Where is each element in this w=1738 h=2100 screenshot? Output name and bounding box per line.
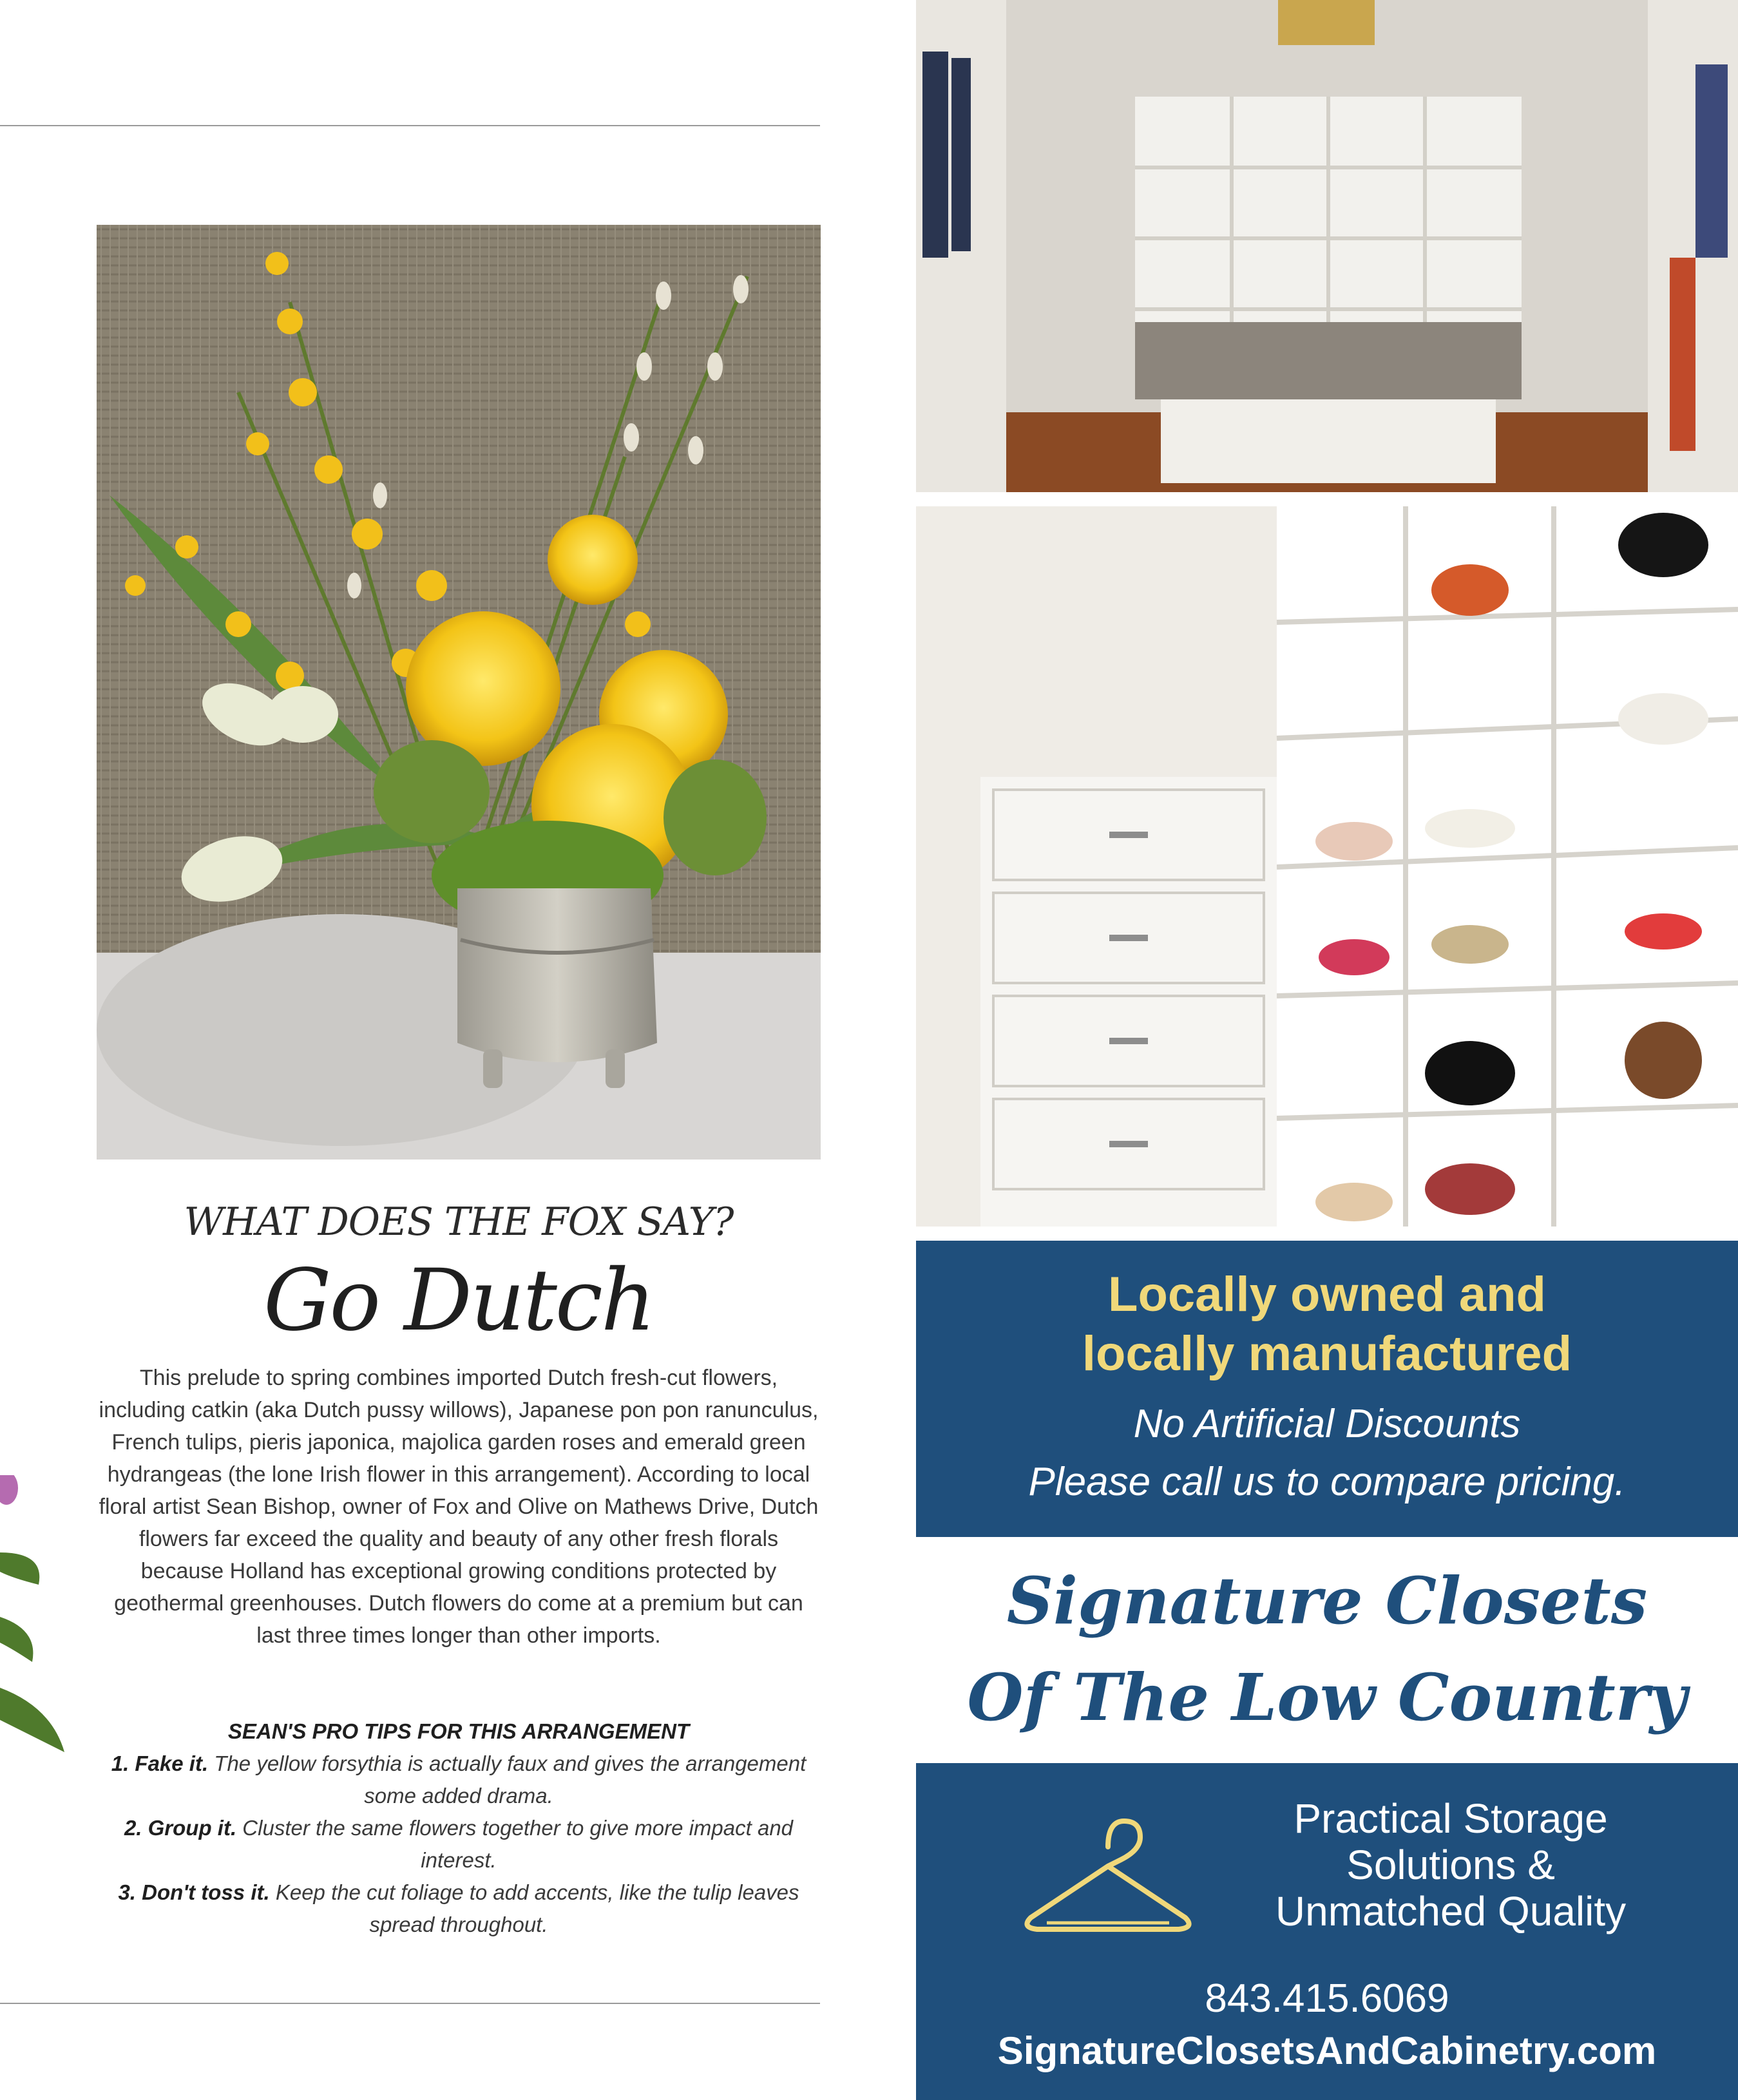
ad-blue-band-top [916, 1241, 1738, 1537]
tip-text: The yellow forsythia is actually faux and gives the arrangement some added drama. [214, 1752, 807, 1808]
article-body: This prelude to spring combines imported Dutch fresh-cut flowers, including catkin (aka Dutch pussy willows), Japanese pon pon ranunculus, French tulips, pieris japonica, majolica garden roses and emerald green hydrangeas (the lone Irish flower in this arrangement). According to local floral artist Sean Bishop, owner of Fox and Olive on Mathews Drive, Dutch flowers far exceed the quality and beauty of any other fresh florals because Holland has exceptional growing conditions protected by geothermal greenhouses. Dutch flowers do come at a premium but can last three times longer than other imports. [99, 1366, 819, 1648]
ad-brand-name [916, 1552, 1738, 1746]
ad-headline-line: Locally owned and [1108, 1267, 1546, 1322]
ad-headline [916, 1265, 1738, 1384]
ad-sub-line: Please call us to compare pricing. [1028, 1460, 1626, 1504]
article-kicker: WHAT DOES THE FOX SAY? [184, 1199, 734, 1245]
pro-tips-heading: SEAN'S PRO TIPS FOR THIS ARRANGEMENT [227, 1719, 690, 1743]
tip-text: Cluster the same flowers together to give more impact and interest. [242, 1816, 794, 1872]
brand-line: Signature Closets [1006, 1563, 1648, 1639]
ad-phone[interactable]: 843.415.6069 [1205, 1976, 1449, 2021]
leaf-decoration [0, 1475, 71, 1759]
ad-sub-line: No Artificial Discounts [1133, 1402, 1521, 1446]
tagline-line: Unmatched Quality [1275, 1888, 1627, 1934]
walk-in-closet-photo [916, 0, 1738, 492]
tip-text: Keep the cut foliage to add accents, like the tulip leaves spread throughout. [275, 1880, 799, 1936]
ad-subheading [916, 1395, 1738, 1511]
brand-line: Of The Low Country [967, 1659, 1687, 1735]
tagline-line: Solutions & [1346, 1842, 1555, 1888]
tip-label: 2. Group it. [124, 1816, 237, 1840]
ad-website-link[interactable]: SignatureClosetsAndCabinetry.com [997, 2029, 1657, 2072]
shoe-shelves-photo [916, 506, 1738, 1227]
ad-headline-line: locally manufactured [1082, 1326, 1572, 1381]
pro-tips [97, 1715, 821, 1941]
article-headline: Go Dutch [263, 1251, 654, 1350]
tip-label: 1. Fake it. [111, 1752, 209, 1775]
tip-item [97, 1748, 821, 1812]
flower-arrangement-photo [97, 225, 821, 1160]
ad-tagline [1212, 1795, 1689, 1934]
closet-advertisement [916, 0, 1738, 2100]
ad-blue-band-bottom [916, 1763, 1738, 2100]
clothes-hanger-icon [1011, 1802, 1205, 1943]
tip-item [97, 1812, 821, 1876]
bottom-rule [0, 2003, 820, 2004]
top-rule [0, 125, 820, 126]
tip-item [97, 1876, 821, 1941]
tip-label: 3. Don't toss it. [118, 1880, 270, 1904]
tagline-line: Practical Storage [1294, 1795, 1608, 1842]
